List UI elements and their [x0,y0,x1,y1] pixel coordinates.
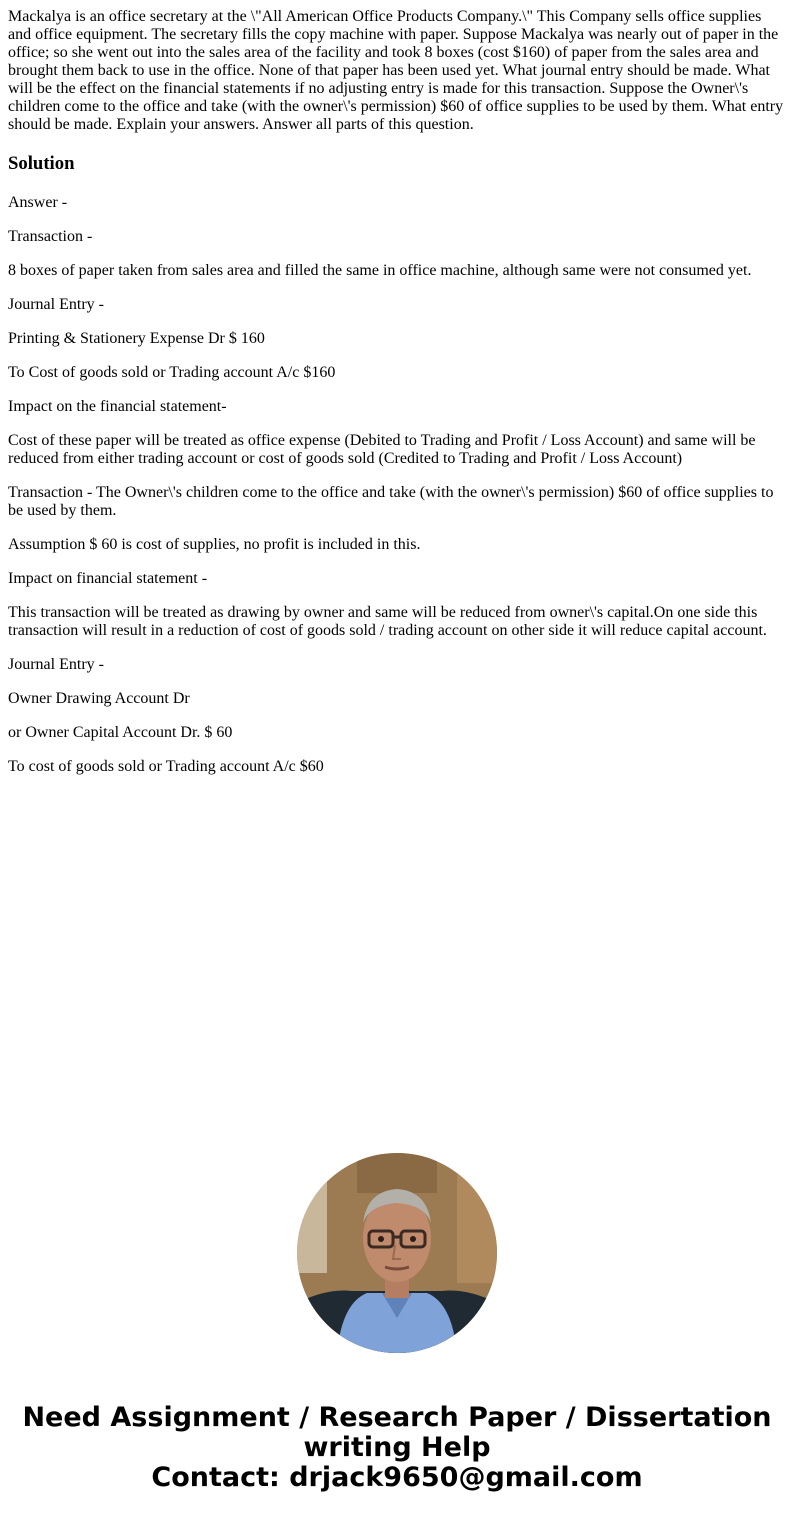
assumption-text: Assumption $ 60 is cost of supplies, no profit is included in this. [8,536,421,553]
impact-label: Impact on the financial statement- [8,398,227,415]
author-avatar [297,1153,497,1353]
journal-entry-label: Journal Entry - [8,296,104,313]
impact-description: Cost of these paper will be treated as office expense (Debited to Trading and Profit / Loss Account) and same will be reduced from either trading account or cost of goods sold (Credited to Trading and Profit / Loss Account) [8,432,756,467]
second-impact-label: Impact on financial statement - [8,570,208,587]
journal-debit-line: Printing & Stationery Expense Dr $ 160 [8,330,265,347]
banner-contact-line: Contact: drjack9650@gmail.com [151,1462,643,1493]
transaction-label: Transaction - [8,228,93,245]
question-text: Mackalya is an office secretary at the \"All American Office Products Company.\" This Company sells office supplies and office equipment. The secretary fills the copy machine with paper. Suppose Mackalya was nearly out of paper in the office; so she went out into the sales area of the facility and took 8 boxes (cost $160) of paper from the sales area and brought them back to use in the office. None of that paper has been used yet. What journal entry should be made. What will be the effect on the financial statements if no adjusting entry is made for this transaction. Suppose the Owner\'s children come to the office and take (with the owner\'s permission) $60 of office supplies to be used by them. What entry should be made. Explain your answers. Answer all parts of this question. [8,8,784,133]
answer-label: Answer - [8,194,68,211]
document-body [8,8,786,776]
owner-capital-line: or Owner Capital Account Dr. $ 60 [8,724,233,741]
banner-line-2: writing Help [303,1432,491,1463]
journal-credit-line: To Cost of goods sold or Trading account A/c $160 [8,364,336,381]
solution-heading: Solution [8,153,75,174]
second-credit-line: To cost of goods sold or Trading account A/c $60 [8,758,324,775]
transaction-description: 8 boxes of paper taken from sales area and filled the same in office machine, although same were not consumed yet. [8,262,752,279]
second-impact-description: This transaction will be treated as drawing by owner and same will be reduced from owner\'s capital.On one side this transaction will result in a reduction of cost of goods sold / trading account on other side it will reduce capital account. [8,604,767,639]
second-transaction: Transaction - The Owner\'s children come to the office and take (with the owner\'s permission) $60 of office supplies to be used by them. [8,484,774,519]
banner-line-1: Need Assignment / Research Paper / Dissertation [22,1402,772,1433]
contact-banner [0,1403,794,1493]
second-journal-entry-label: Journal Entry - [8,656,104,673]
owner-drawing-line: Owner Drawing Account Dr [8,690,190,707]
